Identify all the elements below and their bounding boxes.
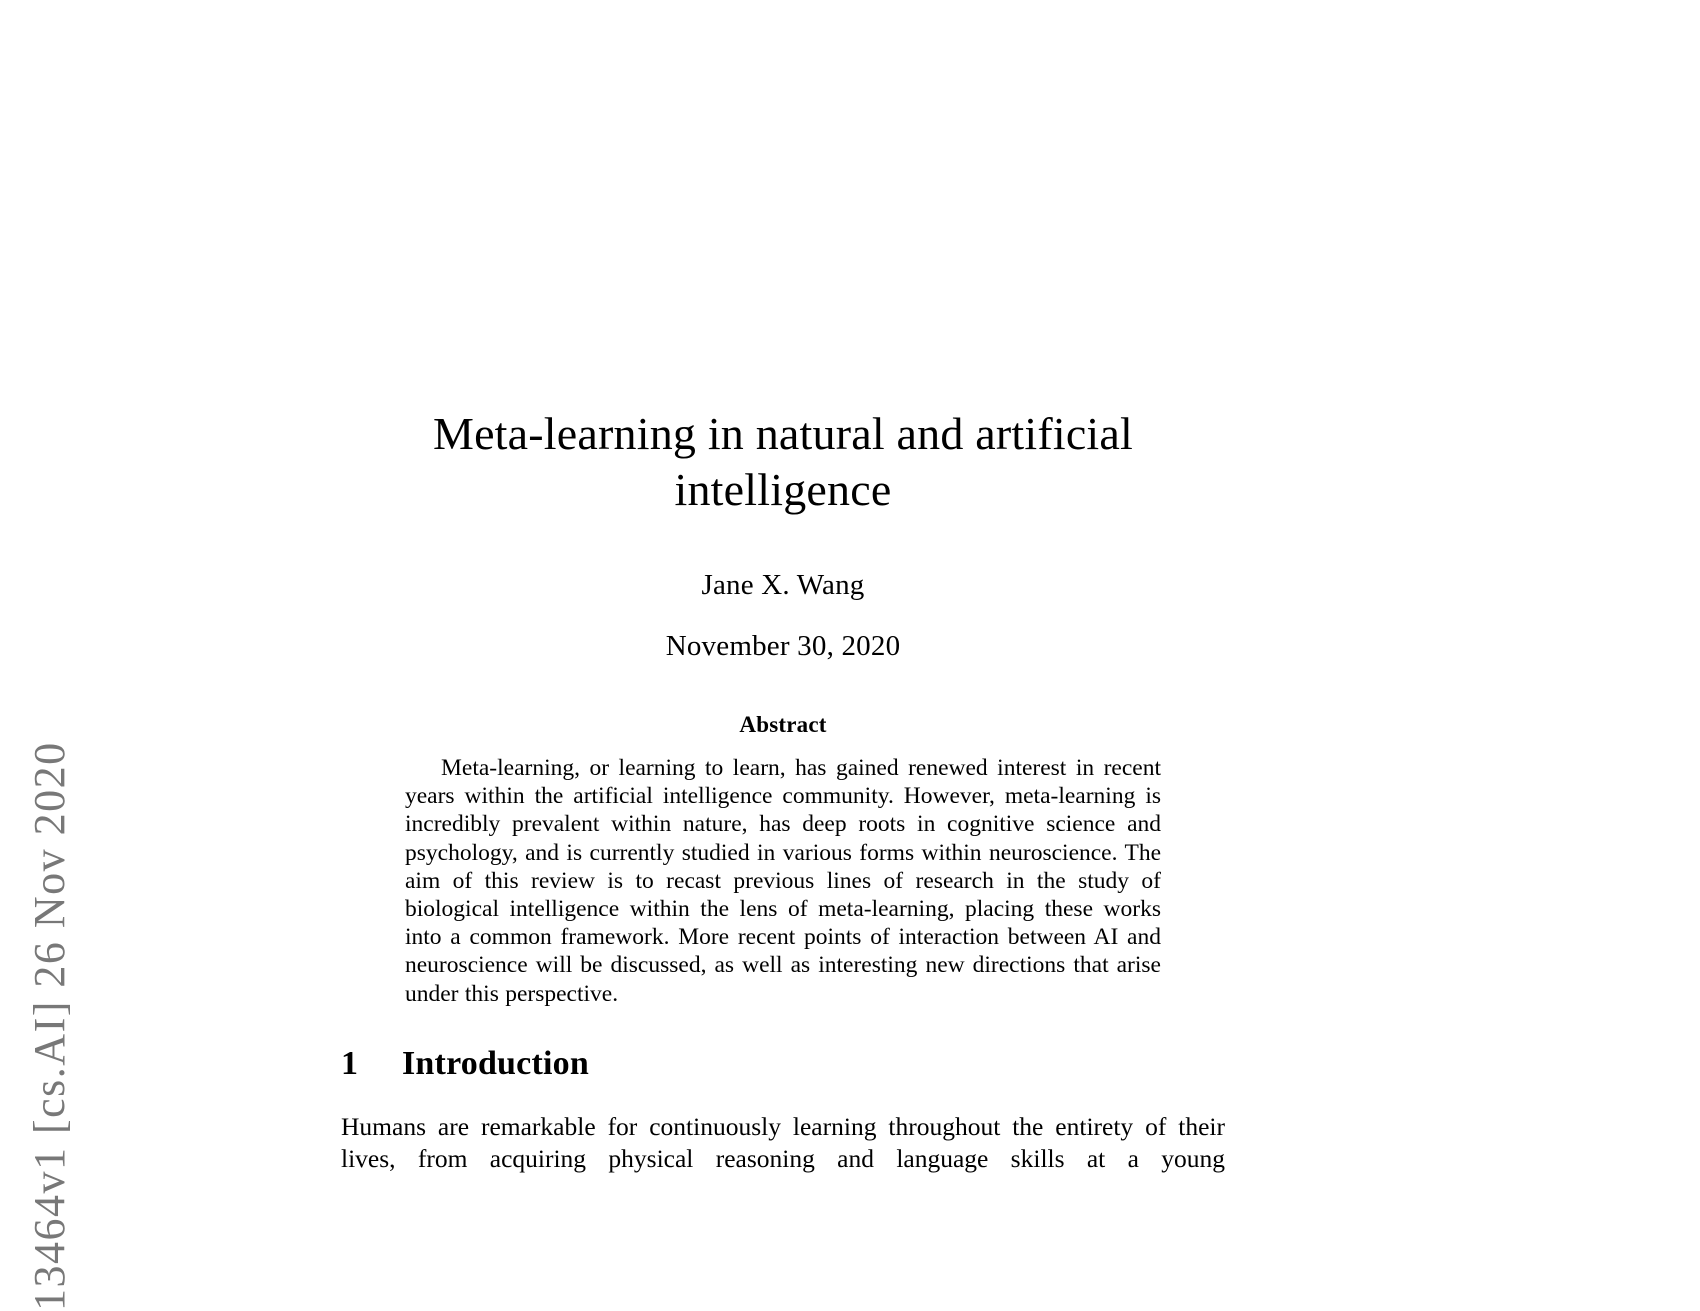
introduction-paragraph: Humans are remarkable for continuously learning throughout the entirety of their lives, from acquiring physical reasoning and language skills at a young [341,1112,1225,1173]
section-number: 1 [341,1045,359,1082]
abstract-section [405,712,1161,1008]
abstract-text: Meta-learning, or learning to learn, has gained renewed interest in recent years within the artificial intelligence community. However, meta-learning is incredibly prevalent within nature, has deep roots in cognitive science and psychology, and is currently studied in various forms within neuroscience. The aim of this review is to recast previous lines of research in the study of biological intelligence within the lens of meta-learning, placing these works into a common framework. More recent points of interaction between AI and neuroscience will be discussed, as well as interesting new directions that arise under this perspective. [405,755,1161,1007]
page-title: Meta-learning in natural and artificial intelligence [432,408,1134,515]
section-heading-introduction [341,1044,1225,1084]
title-block [341,406,1225,663]
author-name: Jane X. Wang [701,569,865,601]
section-title: Introduction [402,1045,589,1082]
publication-date: November 30, 2020 [665,630,901,662]
arxiv-identifier-text: 13464v1 [cs.AI] 26 Nov 2020 [24,741,74,1311]
abstract-heading: Abstract [739,712,827,737]
